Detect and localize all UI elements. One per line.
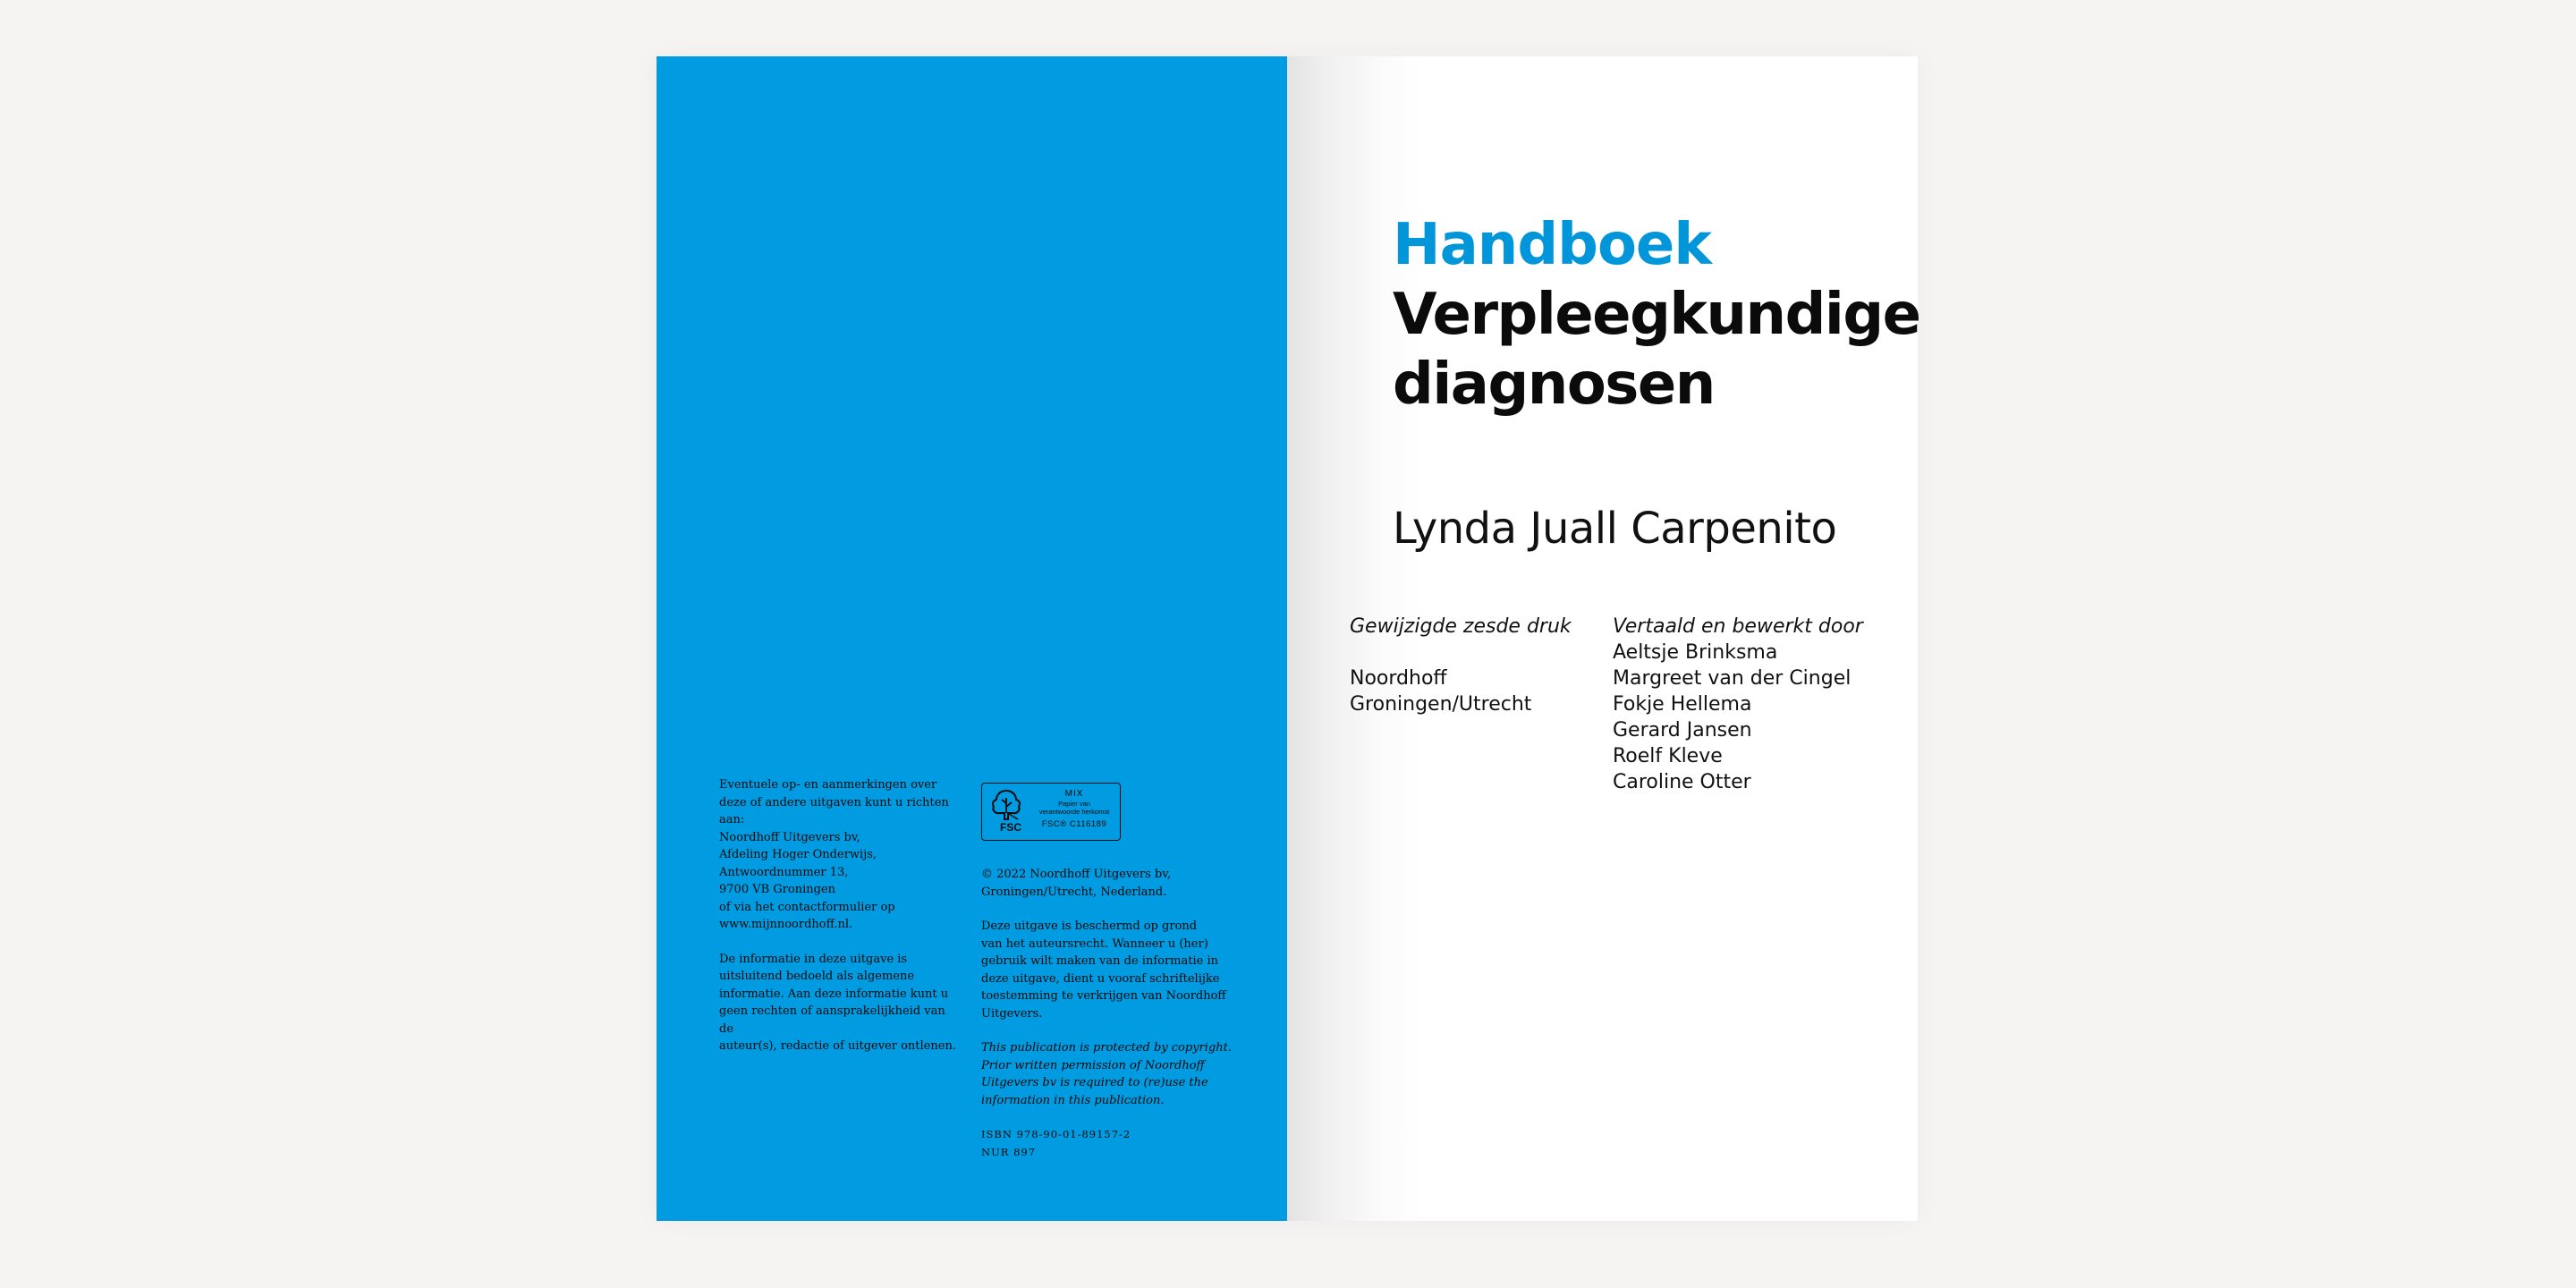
translator-name: Fokje Hellema	[1613, 693, 1752, 716]
book-spread	[657, 56, 1918, 1221]
contact-paragraph: Eventuele op- en aanmerkingen over deze of andere uitgaven kunt u richten aan: Noordhoff Uitgevers bv, Afdeling Hoger Onderwijs, Antwoordnummer 13, 9700 VB Groningen of via het contactformulier op www.mijnnoordhoff.nl.	[719, 778, 949, 931]
right-page-title	[1287, 56, 1918, 1221]
title-line-3: diagnosen	[1393, 352, 1715, 418]
title-line-2: Verpleegkundige	[1393, 282, 1920, 348]
translator-name: Aeltsje Brinksma	[1613, 641, 1778, 664]
left-page-imprint	[657, 56, 1287, 1221]
author-name: Lynda Juall Carpenito	[1393, 504, 1837, 554]
publisher-city: Groningen/Utrecht	[1350, 693, 1532, 716]
translated-by-label: Vertaald en bewerkt door	[1613, 615, 1863, 638]
fsc-mix: MIX	[1064, 789, 1084, 799]
translator-name: Gerard Jansen	[1613, 719, 1752, 741]
protection-dutch-paragraph: Deze uitgave is beschermd op grond van het auteursrecht. Wanneer u (her) gebruik wilt maken van de informatie in deze uitgave, dient u vooraf schriftelijke toestemming te verkrijgen van Noordhoff Uitgevers.	[981, 919, 1226, 1021]
fsc-logo-letters: FSC	[1000, 821, 1021, 834]
imprint-column-contact	[719, 776, 961, 1072]
copyright-paragraph: © 2022 Noordhoff Uitgevers bv, Groningen/Utrecht, Nederland.	[981, 868, 1172, 899]
title-accent-word: Handboek	[1393, 212, 1711, 278]
publisher-name: Noordhoff	[1350, 667, 1447, 690]
fsc-text-block	[1032, 789, 1116, 831]
translator-name: Caroline Otter	[1613, 771, 1751, 793]
fsc-tree-logo-icon	[987, 787, 1025, 837]
fsc-label	[981, 783, 1121, 841]
fsc-paper-text: Papier van verantwoorde herkomst	[1038, 800, 1110, 816]
isbn-nur-codes: ISBN 978-90-01-89157-2 NUR 897	[981, 1128, 1131, 1158]
edition-publisher-info	[1350, 614, 1600, 717]
translator-name: Roelf Kleve	[1613, 745, 1723, 767]
translators-info	[1613, 614, 1908, 795]
disclaimer-paragraph: De informatie in deze uitgave is uitsluitend bedoeld als algemene informatie. Aan deze informatie kunt u geen rechten of aansprakelijkheid van de auteur(s), redactie of uitgever ontlenen.	[719, 952, 956, 1053]
protection-english-paragraph: This publication is protected by copyright. Prior written permission of Noordhoff Uitgevers bv is required to (re)use the information in this publication.	[981, 1041, 1232, 1107]
edition-label: Gewijzigde zesde druk	[1350, 615, 1572, 638]
imprint-column-copyright	[981, 866, 1241, 1178]
translator-name: Margreet van der Cingel	[1613, 667, 1852, 690]
spacer	[1350, 640, 1600, 665]
fsc-code: FSC® C116189	[1041, 819, 1107, 829]
book-title	[1393, 210, 1920, 419]
